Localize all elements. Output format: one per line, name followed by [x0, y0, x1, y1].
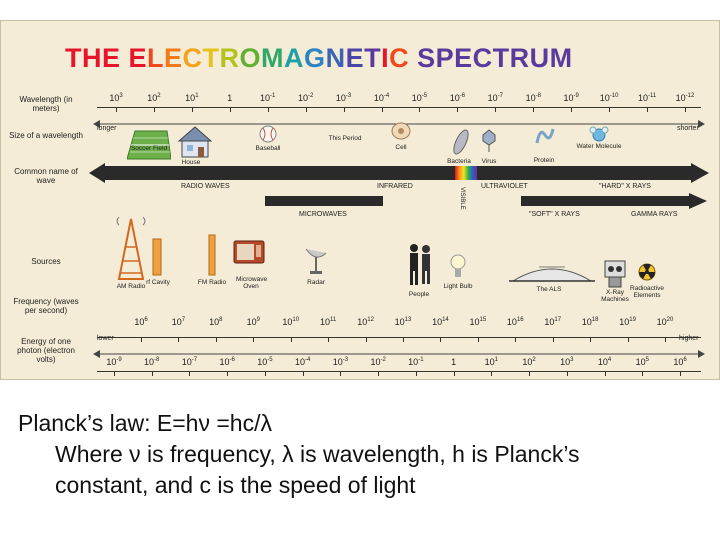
wavelength-tick-mark: [609, 107, 610, 112]
frequency-tick-mark: [216, 337, 217, 342]
radar-icon: [304, 245, 328, 275]
frequency-tick-mark: [403, 337, 404, 342]
als-building-icon: [509, 259, 595, 283]
planck-law-line: Planck’s law: E=hν =hc/λ: [18, 410, 272, 436]
frequency-tick-label: $10^{15}$: [469, 317, 487, 327]
wavelength-tick-label: $10^{-4}$: [373, 93, 390, 103]
bacteria-label: Bacteria: [447, 158, 471, 165]
row-label-wavelength: Wavelength (in meters): [19, 95, 73, 113]
row-label-frequency: Frequency (waves per second): [13, 297, 79, 315]
frequency-tick-mark: [440, 337, 441, 342]
wavelength-tick-label: $10^{-12}$: [675, 93, 695, 103]
wavelength-tick-mark: [571, 107, 572, 112]
energy-tick-mark: [152, 371, 153, 376]
energy-tick-mark: [454, 371, 455, 376]
frequency-tick-mark: [141, 337, 142, 342]
caption-line-3: constant, and c is the speed of light: [55, 472, 416, 498]
fm-radio-icon: [207, 233, 217, 277]
wavelength-tick-mark: [495, 107, 496, 112]
energy-tick-label: $10^{-3}$: [332, 357, 349, 367]
row-label-size: Size of a wavelength: [9, 131, 83, 140]
energy-tick-label: $10^{-1}$: [408, 357, 424, 367]
band-visible-label: VISIBLE: [459, 187, 465, 210]
energy-higher-label: higher: [679, 335, 699, 342]
people-icon: [405, 243, 435, 287]
frequency-tick-mark: [515, 337, 516, 342]
wavelength-tick-label: $10^{-8}$: [525, 93, 541, 103]
light-bulb-label: Light Bulb: [443, 283, 473, 290]
wavelength-tick-mark: [268, 107, 269, 112]
radioactive-label: Radioactive Elements: [630, 285, 664, 299]
wavelength-tick-label: $10^{-1}$: [260, 93, 276, 103]
wavelength-tick-label: $10^{-3}$: [335, 93, 352, 103]
energy-tick-label: $10^4$: [597, 357, 612, 367]
als-label: The ALS: [536, 286, 562, 293]
band-ultraviolet-label: ULTRAVIOLET: [481, 183, 528, 190]
wavelength-tick-mark: [306, 107, 307, 112]
title-word-the: THE: [65, 43, 121, 73]
energy-tick-label: $10^{-2}$: [370, 357, 386, 367]
wavelength-tick-label: $10^{-2}$: [297, 93, 314, 103]
frequency-tick-mark: [253, 337, 254, 342]
protein-label: Protein: [533, 157, 555, 164]
frequency-tick-mark: [590, 337, 591, 342]
wavelength-tick-mark: [192, 107, 193, 112]
title-word-spectrum: SPECTRUM: [417, 43, 573, 73]
band-soft-xray-label: "SOFT" X RAYS: [529, 211, 580, 218]
energy-tick-mark: [265, 371, 266, 376]
energy-tick-mark: [416, 371, 417, 376]
frequency-tick-mark: [628, 337, 629, 342]
wavelength-tick-mark: [344, 107, 345, 112]
wavelength-tick-mark: [116, 107, 117, 112]
energy-lower-label: lower: [97, 335, 114, 342]
energy-tick-label: $10^1$: [484, 357, 499, 367]
wavelength-axis: [97, 107, 701, 108]
band-gamma-label: GAMMA RAYS: [631, 211, 678, 218]
spectrum-band: [89, 161, 709, 185]
frequency-tick-label: $10^6$: [134, 317, 148, 327]
frequency-tick-label: $10^{14}$: [432, 317, 449, 327]
energy-tick-label: $10^{-5}$: [257, 357, 273, 367]
energy-tick-mark: [303, 371, 304, 376]
band-infrared-label: INFRARED: [377, 183, 413, 190]
caption: [18, 408, 708, 501]
wavelength-tick-mark: [154, 107, 155, 112]
house-label: House: [181, 159, 201, 166]
energy-axis: [97, 371, 701, 372]
frequency-tick-mark: [328, 337, 329, 342]
cell-icon: [390, 121, 412, 141]
water-molecule-icon: [589, 125, 609, 143]
rf-cavity-icon: [151, 237, 163, 277]
wavelength-tick-label: 1: [227, 93, 233, 103]
frequency-tick-label: $10^{10}$: [282, 317, 300, 327]
radar-label: Radar: [307, 279, 325, 286]
frequency-tick-mark: [478, 337, 479, 342]
energy-tick-label: $10^{-8}$: [144, 357, 160, 367]
wavelength-tick-label: $10^{-6}$: [449, 93, 466, 103]
wavelength-tick-label: $10^3$: [109, 93, 123, 103]
period-label: This Period: [328, 135, 362, 142]
wavelength-tick-label: $10^2$: [147, 93, 161, 103]
frequency-tick-mark: [665, 337, 666, 342]
wavelength-tick-label: $10^{-9}$: [563, 93, 579, 103]
row-label-common-name: Common name of wave: [14, 167, 78, 185]
wavelength-tick-mark: [685, 107, 686, 112]
row-label-energy: Energy of one photon (electron volts): [17, 337, 75, 364]
virus-label: Virus: [481, 158, 497, 165]
frequency-tick-mark: [291, 337, 292, 342]
frequency-tick-mark: [553, 337, 554, 342]
size-shorter-label: shorter: [677, 125, 699, 132]
band-microwaves-label: MICROWAVES: [299, 211, 347, 218]
frequency-axis: [97, 337, 701, 338]
wavelength-tick-label: $10^{-7}$: [487, 93, 504, 103]
row-label-sources: Sources: [31, 257, 61, 266]
am-radio-label: AM Radio: [116, 283, 146, 290]
cell-label: Cell: [395, 144, 407, 151]
baseball-icon: [259, 125, 277, 143]
baseball-label: Baseball: [255, 145, 281, 152]
frequency-tick-label: $10^{19}$: [619, 317, 636, 327]
energy-tick-label: $10^{-9}$: [106, 357, 122, 367]
frequency-tick-label: $10^{11}$: [320, 317, 337, 327]
figure-title: [65, 43, 573, 77]
title-word-electromagnetic: ELECTROMAGNETIC: [128, 43, 410, 73]
xray-machine-label: X-Ray Machines: [601, 289, 629, 303]
energy-tick-label: $10^6$: [673, 357, 687, 367]
energy-tick-mark: [491, 371, 492, 376]
wavelength-tick-mark: [419, 107, 420, 112]
wavelength-tick-mark: [382, 107, 383, 112]
microwave-oven-icon: [233, 239, 265, 267]
people-label: People: [408, 291, 430, 298]
energy-tick-label: $10^{-7}$: [181, 357, 198, 367]
energy-tick-mark: [605, 371, 606, 376]
spectrum-figure: [0, 20, 720, 380]
energy-tick-label: $10^3$: [560, 357, 574, 367]
caption-line-2: Where ν is frequency, λ is wavelength, h is Planck’s: [55, 441, 580, 467]
energy-tick-label: $10^{-4}$: [294, 357, 311, 367]
radioactive-icon: [637, 261, 657, 283]
frequency-tick-label: $10^{17}$: [544, 317, 562, 327]
wavelength-tick-label: $10^{-10}$: [599, 93, 619, 103]
frequency-tick-label: $10^8$: [209, 317, 223, 327]
energy-tick-label: $10^{-6}$: [219, 357, 235, 367]
band-hard-xray-label: "HARD" X RAYS: [599, 183, 651, 190]
microwaves-arrow: [265, 193, 385, 209]
frequency-tick-mark: [178, 337, 179, 342]
wavelength-tick-mark: [647, 107, 648, 112]
soccer-field-label: Soccer Field: [130, 145, 168, 152]
wavelength-tick-mark: [533, 107, 534, 112]
protein-icon: [534, 125, 556, 147]
microwave-oven-label: Microwave Oven: [236, 276, 268, 290]
frequency-tick-label: $10^{13}$: [394, 317, 412, 327]
virus-icon: [481, 129, 497, 153]
energy-tick-mark: [340, 371, 341, 376]
energy-arrow: [93, 349, 705, 359]
rf-cavity-label: rf Cavity: [146, 279, 170, 286]
frequency-tick-label: $10^{18}$: [581, 317, 599, 327]
water-molecule-label: Water Molecule: [576, 143, 622, 150]
energy-tick-label: 1: [451, 357, 457, 367]
house-icon: [175, 125, 215, 159]
size-longer-label: longer: [97, 125, 117, 132]
bacteria-icon: [448, 127, 474, 157]
xray-gamma-arrow: [521, 193, 707, 209]
wavelength-tick-label: $10^{-5}$: [411, 93, 428, 103]
energy-tick-mark: [189, 371, 190, 376]
energy-tick-mark: [378, 371, 379, 376]
wavelength-tick-label: $10^1$: [185, 93, 199, 103]
wavelength-tick-label: $10^{-11}$: [637, 93, 657, 103]
wavelength-tick-mark: [457, 107, 458, 112]
light-bulb-icon: [450, 253, 466, 281]
xray-machine-icon: [601, 257, 629, 289]
energy-tick-mark: [529, 371, 530, 376]
frequency-tick-label: $10^{16}$: [506, 317, 524, 327]
energy-tick-mark: [680, 371, 681, 376]
frequency-tick-label: $10^9$: [246, 317, 260, 327]
energy-tick-mark: [567, 371, 568, 376]
energy-tick-mark: [114, 371, 115, 376]
frequency-tick-mark: [366, 337, 367, 342]
wavelength-tick-mark: [230, 107, 231, 112]
band-radio-label: RADIO WAVES: [181, 183, 230, 190]
frequency-tick-label: $10^7$: [171, 317, 186, 327]
fm-radio-label: FM Radio: [197, 279, 227, 286]
energy-tick-mark: [227, 371, 228, 376]
am-radio-tower-icon: [113, 217, 149, 281]
frequency-tick-label: $10^{20}$: [656, 317, 674, 327]
energy-tick-label: $10^5$: [635, 357, 649, 367]
energy-tick-mark: [642, 371, 643, 376]
frequency-tick-label: $10^{12}$: [357, 317, 374, 327]
energy-tick-label: $10^2$: [522, 357, 536, 367]
